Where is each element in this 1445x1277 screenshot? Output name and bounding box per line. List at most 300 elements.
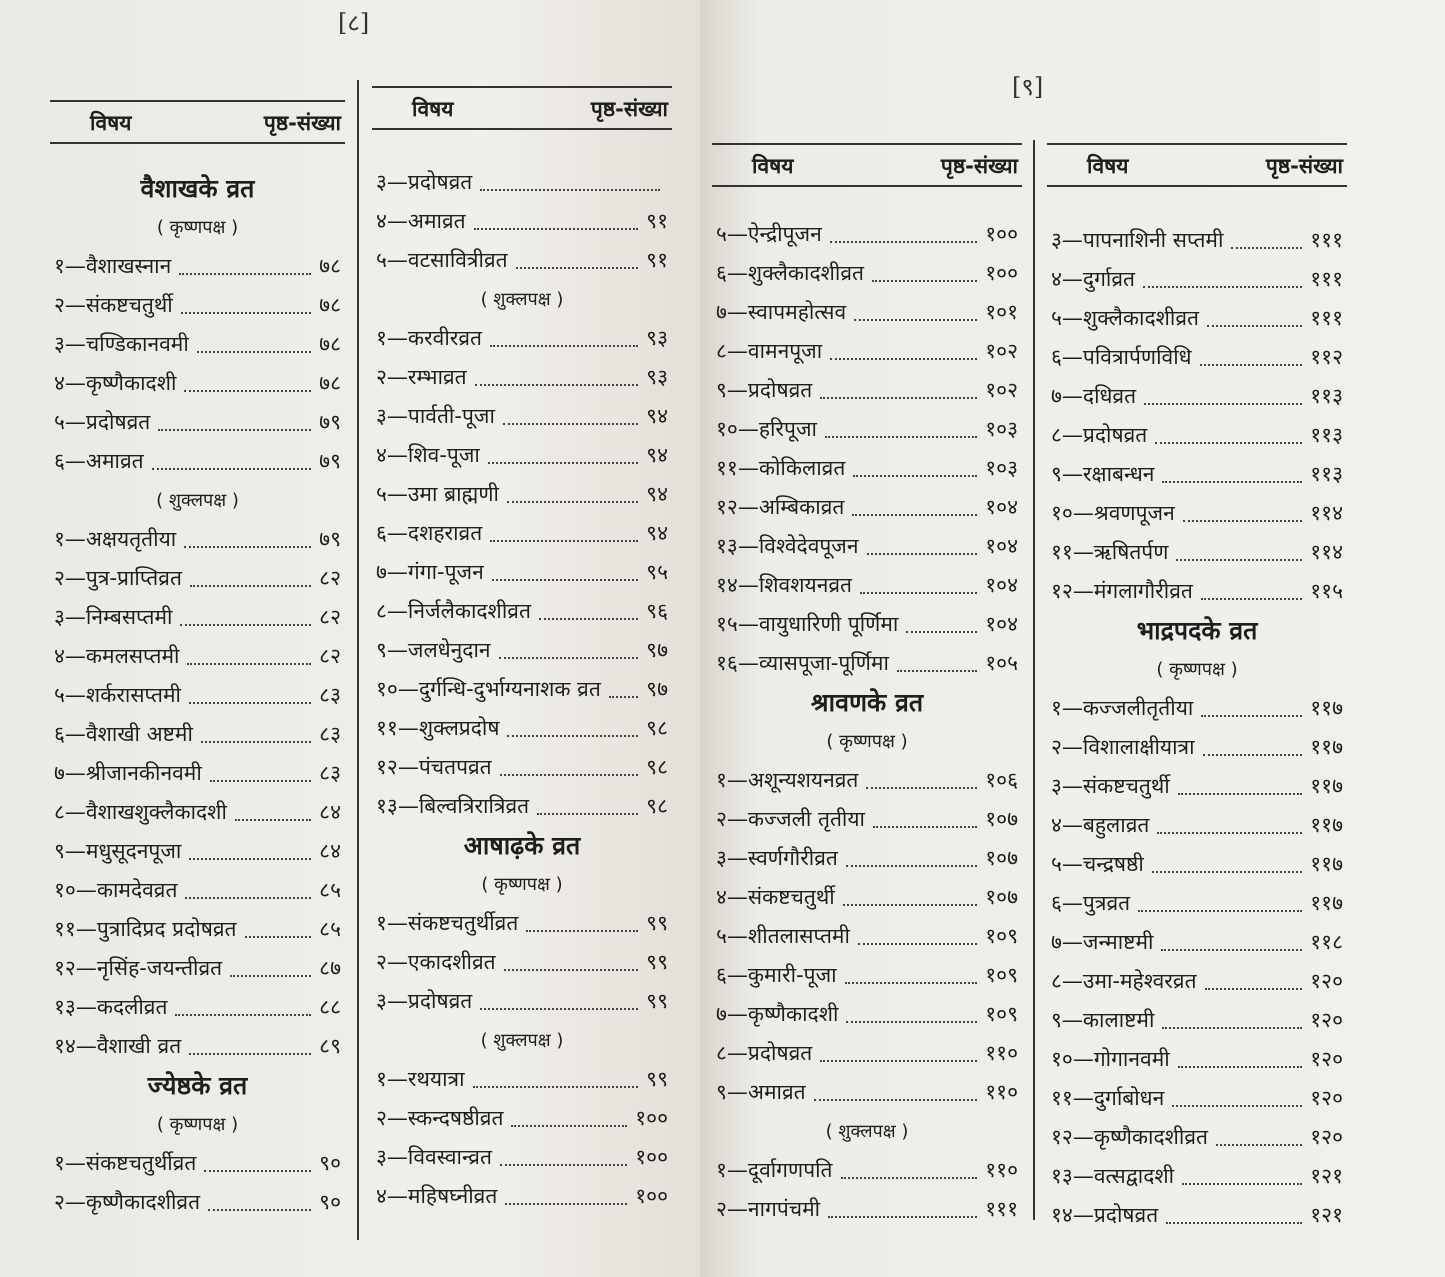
dot-leader	[480, 173, 660, 191]
toc-entry-title: १—कज्जलीतृतीया	[1051, 695, 1194, 720]
toc-entry	[712, 1150, 1022, 1189]
toc-entry-page: ८८	[319, 994, 341, 1019]
toc-entry-title: ४—बहुलाव्रत	[1051, 812, 1150, 837]
toc-entry-page: १०३	[985, 416, 1018, 441]
toc-entry-page: १००	[635, 1105, 668, 1130]
toc-entry-page: १०२	[985, 377, 1018, 402]
toc-entry-page: १०४	[985, 494, 1018, 519]
dot-leader	[1207, 309, 1302, 327]
month-section-heading: आषाढ़के व्रत	[463, 830, 581, 860]
toc-entry-title: ८—वामनपूजा	[716, 338, 823, 363]
toc-entry-page: १२१	[1310, 1163, 1343, 1188]
dot-leader	[245, 920, 312, 938]
dot-leader	[197, 335, 311, 353]
toc-entry	[372, 942, 672, 981]
fortnight-subheading: ( कृष्णपक्ष )	[156, 216, 239, 238]
toc-entry-page: ८२	[319, 643, 341, 668]
toc-entry	[1047, 493, 1347, 532]
toc-entry	[50, 597, 345, 636]
left-page-number: [८]	[338, 9, 370, 37]
dot-leader	[1162, 465, 1302, 483]
toc-entry-title: ५—वटसावित्रीव्रत	[376, 247, 508, 272]
dot-leader	[1143, 270, 1302, 288]
dot-leader	[825, 420, 977, 438]
dot-leader	[539, 602, 638, 620]
toc-entry-page: ९९	[646, 988, 668, 1013]
toc-entry-page: ८४	[319, 838, 341, 863]
toc-entry	[712, 643, 1022, 682]
toc-entry	[50, 1182, 345, 1221]
toc-entry	[50, 441, 345, 480]
toc-entry-title: १०—कामदेवव्रत	[54, 877, 178, 902]
toc-entry-title: २—नागपंचमी	[716, 1196, 821, 1221]
toc-column-3	[712, 0, 1022, 1277]
toc-entry-page: १०१	[985, 299, 1018, 324]
toc-entry-title: ४—कमलसप्तमी	[54, 643, 180, 668]
dot-leader	[526, 914, 638, 932]
toc-entry-page: ९९	[646, 910, 668, 935]
dot-leader	[499, 641, 639, 659]
toc-entry-title: ५—शीतलासप्तमी	[716, 923, 850, 948]
toc-entry-title: १५—वायुधारिणी पूर्णिमा	[716, 611, 899, 636]
dot-leader	[1205, 972, 1303, 990]
fortnight-subheading: ( कृष्णपक्ष )	[826, 730, 908, 752]
toc-entry-title: ११—ऋषितर्पण	[1051, 539, 1169, 564]
fortnight-subheading: ( कृष्णपक्ष )	[156, 1113, 239, 1135]
toc-entry-title: ९—अमाव्रत	[716, 1079, 806, 1104]
toc-entry-title: ९—प्रदोषव्रत	[716, 377, 813, 402]
toc-entry	[1047, 1156, 1347, 1195]
column-header	[50, 100, 345, 144]
toc-entry-page: ११७	[1310, 734, 1343, 759]
toc-entry-title: ८—वैशाखशुक्लैकादशी	[54, 799, 227, 824]
toc-entry-page: ११०	[985, 1157, 1018, 1182]
toc-entry-title: ४—कृष्णैकादशी	[54, 370, 177, 395]
dot-leader	[845, 966, 978, 984]
toc-entry-page: १०७	[985, 845, 1018, 870]
toc-entry	[372, 435, 672, 474]
toc-entry-page: १००	[985, 221, 1018, 246]
toc-entry-title: १—करवीरव्रत	[376, 325, 482, 350]
toc-entry-page: ११७	[1310, 890, 1343, 915]
toc-entry-title: ३—प्रदोषव्रत	[376, 988, 473, 1013]
toc-entry	[372, 240, 672, 279]
dot-leader	[1144, 387, 1302, 405]
toc-entry	[372, 981, 672, 1020]
dot-leader	[488, 446, 638, 464]
toc-entry	[372, 474, 672, 513]
toc-entry-title: १३—वत्सद्वादशी	[1051, 1163, 1175, 1188]
toc-entry-page: ७९	[319, 526, 341, 551]
toc-entry	[712, 487, 1022, 526]
toc-entry-title: ५—चन्द्रषष्ठी	[1051, 851, 1144, 876]
toc-entry-title: ६—पुत्रव्रत	[1051, 890, 1131, 915]
toc-entry	[1047, 766, 1347, 805]
toc-entry	[712, 526, 1022, 565]
toc-entry	[372, 162, 672, 201]
toc-entry-title: ३—विवस्वान्व्रत	[376, 1144, 492, 1169]
dot-leader	[841, 1161, 978, 1179]
toc-rows	[1047, 220, 1347, 1234]
toc-entry-title: ७—गंगा-पूजन	[376, 559, 484, 584]
dot-leader	[152, 452, 312, 470]
toc-entry-title: १—अक्षयतृतीया	[54, 526, 177, 551]
toc-entry-page: १०९	[985, 962, 1018, 987]
fortnight-subheading: ( शुक्लपक्ष )	[480, 288, 564, 310]
dot-leader	[201, 725, 311, 743]
dot-leader	[820, 381, 977, 399]
dot-leader	[500, 758, 639, 776]
dot-leader	[208, 1193, 311, 1211]
dot-leader	[852, 498, 977, 516]
toc-entry-page: ८५	[319, 877, 341, 902]
toc-entry-title: २—संकष्टचतुर्थी	[54, 292, 173, 317]
toc-entry-title: ११—कोकिलाव्रत	[716, 455, 846, 480]
toc-entry	[1047, 883, 1347, 922]
toc-entry	[50, 246, 345, 285]
toc-entry	[1047, 1039, 1347, 1078]
toc-entry-title: १—दूर्वागणपति	[716, 1157, 833, 1182]
toc-entry-page: ११७	[1310, 773, 1343, 798]
subject-heading: विषय	[90, 111, 132, 135]
toc-entry-page: ९१	[646, 247, 668, 272]
toc-entry	[1047, 727, 1347, 766]
dot-leader	[854, 303, 977, 321]
toc-entry-page: ८५	[319, 916, 341, 941]
toc-entry-title: २—रम्भाव्रत	[376, 364, 467, 389]
toc-entry	[712, 994, 1022, 1033]
dot-leader	[897, 654, 977, 672]
toc-entry	[50, 870, 345, 909]
dot-leader	[609, 680, 638, 698]
dot-leader	[1203, 738, 1303, 756]
toc-entry-page: ११४	[1310, 539, 1343, 564]
toc-entry	[1047, 337, 1347, 376]
dot-leader	[490, 329, 638, 347]
toc-entry-title: २—कृष्णैकादशीव्रत	[54, 1189, 201, 1214]
toc-entry	[712, 214, 1022, 253]
dot-leader	[1231, 231, 1302, 249]
dot-leader	[1155, 426, 1302, 444]
dot-leader	[1138, 894, 1302, 912]
dot-leader	[500, 1148, 627, 1166]
dot-leader	[187, 647, 311, 665]
dot-leader	[184, 530, 311, 548]
toc-entry-title: ३—स्वर्णगौरीव्रत	[716, 845, 838, 870]
dot-leader	[1157, 816, 1302, 834]
toc-entry-page: ११३	[1310, 461, 1343, 486]
toc-entry-page: ९०	[319, 1189, 341, 1214]
dot-leader	[1166, 1206, 1302, 1224]
subject-heading: विषय	[412, 97, 454, 121]
dot-leader	[503, 407, 638, 425]
toc-entry-page: ११३	[1310, 422, 1343, 447]
toc-entry-title: ८—निर्जलैकादशीव्रत	[376, 598, 531, 623]
dot-leader	[830, 225, 977, 243]
toc-entry-title: ४—दुर्गाव्रत	[1051, 266, 1135, 291]
toc-entry	[50, 792, 345, 831]
toc-entry-page: ११७	[1310, 812, 1343, 837]
toc-entry	[50, 402, 345, 441]
toc-entry-title: ४—अमाव्रत	[376, 208, 466, 233]
toc-entry-title: ११—दुर्गाबोधन	[1051, 1085, 1165, 1110]
dot-leader	[872, 264, 977, 282]
toc-entry-title: ६—कुमारी-पूजा	[716, 962, 837, 987]
toc-entry-page: १००	[985, 260, 1018, 285]
toc-entry-page: ११५	[1310, 578, 1343, 603]
toc-entry	[372, 708, 672, 747]
toc-entry-title: ८—प्रदोषव्रत	[1051, 422, 1148, 447]
toc-entry-page: ७८	[319, 292, 341, 317]
dot-leader	[1178, 777, 1303, 795]
dot-leader	[1152, 855, 1302, 873]
toc-entry-page: १०९	[985, 923, 1018, 948]
toc-entry	[372, 396, 672, 435]
toc-entry-title: १०—गोगानवमी	[1051, 1046, 1170, 1071]
dot-leader	[189, 686, 311, 704]
subject-heading: विषय	[752, 154, 794, 178]
toc-entry-page: ११३	[1310, 383, 1343, 408]
toc-entry-page: ११०	[985, 1040, 1018, 1065]
toc-entry	[50, 987, 345, 1026]
toc-entry-page: १०५	[985, 650, 1018, 675]
toc-entry-page: ८३	[319, 760, 341, 785]
toc-column-2	[372, 0, 672, 1277]
toc-entry-title: ३—पापनाशिनी सप्तमी	[1051, 227, 1224, 252]
toc-entry-title: २—विशालाक्षीयात्रा	[1051, 734, 1195, 759]
toc-entry-title: ६—पवित्रार्पणविधि	[1051, 344, 1192, 369]
toc-entry-title: ९—जलधेनुदान	[376, 637, 491, 662]
toc-entry-title: १—संकष्टचतुर्थीव्रत	[54, 1150, 197, 1175]
toc-entry-title: २—एकादशीव्रत	[376, 949, 496, 974]
toc-entry-page: १०४	[985, 533, 1018, 558]
toc-entry-title: ९—रक्षाबन्धन	[1051, 461, 1155, 486]
toc-entry-page: ९९	[646, 949, 668, 974]
toc-entry-title: १३—बिल्वत्रिरात्रिव्रत	[376, 793, 530, 818]
toc-entry-page: ८४	[319, 799, 341, 824]
toc-entry-page: ८३	[319, 721, 341, 746]
toc-entry-page: ९५	[646, 559, 668, 584]
column-divider	[1033, 140, 1035, 1220]
toc-entry	[1047, 220, 1347, 259]
toc-entry-title: ५—शुक्लैकादशीव्रत	[1051, 305, 1199, 330]
toc-entry	[712, 877, 1022, 916]
toc-entry-page: ९८	[646, 754, 668, 779]
dot-leader	[537, 797, 638, 815]
toc-entry-page: ७९	[319, 448, 341, 473]
toc-entry	[372, 1176, 672, 1215]
toc-entry-page: ७९	[319, 409, 341, 434]
dot-leader	[853, 459, 977, 477]
dot-leader	[828, 1200, 977, 1218]
toc-entry-title: १०—हरिपूजा	[716, 416, 817, 441]
toc-entry-page: १०४	[985, 572, 1018, 597]
toc-entry-page: १००	[635, 1183, 668, 1208]
dot-leader	[480, 992, 638, 1010]
toc-entry-page: ९७	[646, 637, 668, 662]
toc-entry-page: १००	[635, 1144, 668, 1169]
toc-entry-page: ८९	[319, 1033, 341, 1058]
toc-entry-title: १२—कृष्णैकादशीव्रत	[1051, 1124, 1208, 1149]
dot-leader	[843, 888, 978, 906]
toc-entry	[372, 1098, 672, 1137]
toc-entry-page: ९६	[646, 598, 668, 623]
toc-entry-title: १—वैशाखस्नान	[54, 253, 172, 278]
toc-entry	[1047, 688, 1347, 727]
toc-entry	[1047, 805, 1347, 844]
toc-entry	[50, 324, 345, 363]
dot-leader	[492, 563, 638, 581]
toc-entry-page: ११२	[1310, 344, 1343, 369]
toc-entry-page: ९८	[646, 793, 668, 818]
toc-entry-title: ७—जन्माष्टमी	[1051, 929, 1154, 954]
toc-entry	[1047, 844, 1347, 883]
dot-leader	[906, 615, 977, 633]
dot-leader	[204, 1154, 311, 1172]
toc-entry	[712, 292, 1022, 331]
dot-leader	[1182, 1167, 1302, 1185]
dot-leader	[1176, 543, 1302, 561]
toc-entry	[50, 1026, 345, 1065]
dot-leader	[1200, 348, 1303, 366]
toc-entry	[1047, 298, 1347, 337]
dot-leader	[505, 1187, 627, 1205]
toc-entry-title: ११—शुक्लप्रदोष	[376, 715, 500, 740]
page-count-heading: पृष्ठ-संख्या	[940, 154, 1018, 178]
dot-leader	[473, 1070, 639, 1088]
toc-entry-title: १४—शिवशयनव्रत	[716, 572, 852, 597]
toc-entry	[712, 1072, 1022, 1111]
toc-column-1	[50, 0, 345, 1277]
month-section-heading: वैशाखके व्रत	[140, 173, 255, 203]
dot-leader	[507, 719, 638, 737]
toc-entry-page: १११	[1310, 305, 1343, 330]
dot-leader	[516, 251, 639, 269]
toc-entry-title: १२—पंचतपव्रत	[376, 754, 492, 779]
toc-entry-page: १२१	[1310, 1202, 1343, 1227]
toc-entry	[372, 552, 672, 591]
toc-entry-page: ११७	[1310, 695, 1343, 720]
toc-entry	[712, 1033, 1022, 1072]
toc-entry	[372, 669, 672, 708]
toc-entry	[372, 630, 672, 669]
dot-leader	[846, 1005, 977, 1023]
toc-entry-title: ३—चण्डिकानवमी	[54, 331, 189, 356]
toc-entry	[50, 636, 345, 675]
toc-entry-page: ८३	[319, 682, 341, 707]
toc-entry-page: १२०	[1310, 968, 1343, 993]
fortnight-subheading: ( कृष्णपक्ष )	[1156, 658, 1238, 680]
dot-leader	[185, 881, 311, 899]
dot-leader	[860, 576, 977, 594]
toc-entry-title: १२—नृसिंह-जयन्तीव्रत	[54, 955, 223, 980]
toc-entry-page: १२०	[1310, 1085, 1343, 1110]
toc-entry-title: ३—प्रदोषव्रत	[376, 169, 473, 194]
toc-entry	[712, 604, 1022, 643]
dot-leader	[814, 1083, 978, 1101]
toc-entry-title: ४—संकष्टचतुर्थी	[716, 884, 835, 909]
toc-entry	[50, 558, 345, 597]
toc-entry-page: ११७	[1310, 851, 1343, 876]
dot-leader	[230, 959, 311, 977]
dot-leader	[866, 771, 977, 789]
toc-entry-title: १—संकष्टचतुर्थीव्रत	[376, 910, 519, 935]
dot-leader	[507, 485, 638, 503]
toc-entry-page: १११	[1310, 266, 1343, 291]
dot-leader	[210, 764, 311, 782]
toc-entry-page: ११०	[985, 1079, 1018, 1104]
toc-entry	[712, 1189, 1022, 1228]
toc-entry-page: ९४	[646, 403, 668, 428]
toc-entry-title: ३—निम्बसप्तमी	[54, 604, 173, 629]
toc-entry	[1047, 1000, 1347, 1039]
toc-entry	[372, 1059, 672, 1098]
toc-entry	[712, 448, 1022, 487]
dot-leader	[158, 413, 311, 431]
toc-entry	[372, 513, 672, 552]
page-count-heading: पृष्ठ-संख्या	[263, 111, 341, 135]
toc-entry-title: १—अशून्यशयनव्रत	[716, 767, 859, 792]
toc-entry	[1047, 1195, 1347, 1234]
toc-entry	[1047, 376, 1347, 415]
column-header	[712, 143, 1022, 187]
toc-entry	[372, 1137, 672, 1176]
month-section-heading: ज्येष्ठके व्रत	[147, 1070, 248, 1100]
toc-entry	[50, 519, 345, 558]
toc-entry-page: १११	[985, 1196, 1018, 1221]
toc-entry-page: ९४	[646, 481, 668, 506]
toc-entry	[50, 285, 345, 324]
dot-leader	[490, 524, 638, 542]
toc-entry	[1047, 532, 1347, 571]
toc-entry-page: ८२	[319, 565, 341, 590]
toc-entry-title: ७—दधिव्रत	[1051, 383, 1137, 408]
toc-entry-page: ९०	[319, 1150, 341, 1175]
toc-entry-page: १११	[1310, 227, 1343, 252]
toc-entry-title: ११—पुत्रादिप्रद प्रदोषव्रत	[54, 916, 237, 941]
dot-leader	[181, 296, 311, 314]
toc-entry-title: १—रथयात्रा	[376, 1066, 465, 1091]
toc-entry	[372, 318, 672, 357]
toc-entry	[50, 363, 345, 402]
toc-entry-title: ४—महिषघ्नीव्रत	[376, 1183, 498, 1208]
toc-entry-page: १०७	[985, 806, 1018, 831]
toc-entry	[1047, 1078, 1347, 1117]
toc-entry-page: ८२	[319, 604, 341, 629]
dot-leader	[189, 1037, 311, 1055]
month-section-heading: श्रावणके व्रत	[810, 687, 924, 717]
right-page-number: [९]	[1012, 73, 1044, 101]
toc-entry-page: ११४	[1310, 500, 1343, 525]
toc-entry-page: ९३	[646, 325, 668, 350]
toc-entry-title: ६—दशहराव्रत	[376, 520, 483, 545]
toc-entry-page: १०४	[985, 611, 1018, 636]
toc-entry-title: ३—संकष्टचतुर्थी	[1051, 773, 1170, 798]
toc-entry-title: ६—अमाव्रत	[54, 448, 144, 473]
toc-entry-title: ७—स्वापमहोत्सव	[716, 299, 847, 324]
toc-entry	[1047, 961, 1347, 1000]
toc-entry	[712, 760, 1022, 799]
toc-rows	[712, 214, 1022, 1228]
toc-entry-page: ८७	[319, 955, 341, 980]
toc-entry-title: ८—प्रदोषव्रत	[716, 1040, 813, 1065]
page-count-heading: पृष्ठ-संख्या	[1265, 154, 1343, 178]
toc-entry-title: ८—उमा-महेश्वरव्रत	[1051, 968, 1197, 993]
dot-leader	[189, 842, 311, 860]
toc-entry	[712, 955, 1022, 994]
toc-entry-page: १०७	[985, 884, 1018, 909]
dot-leader	[1161, 933, 1302, 951]
